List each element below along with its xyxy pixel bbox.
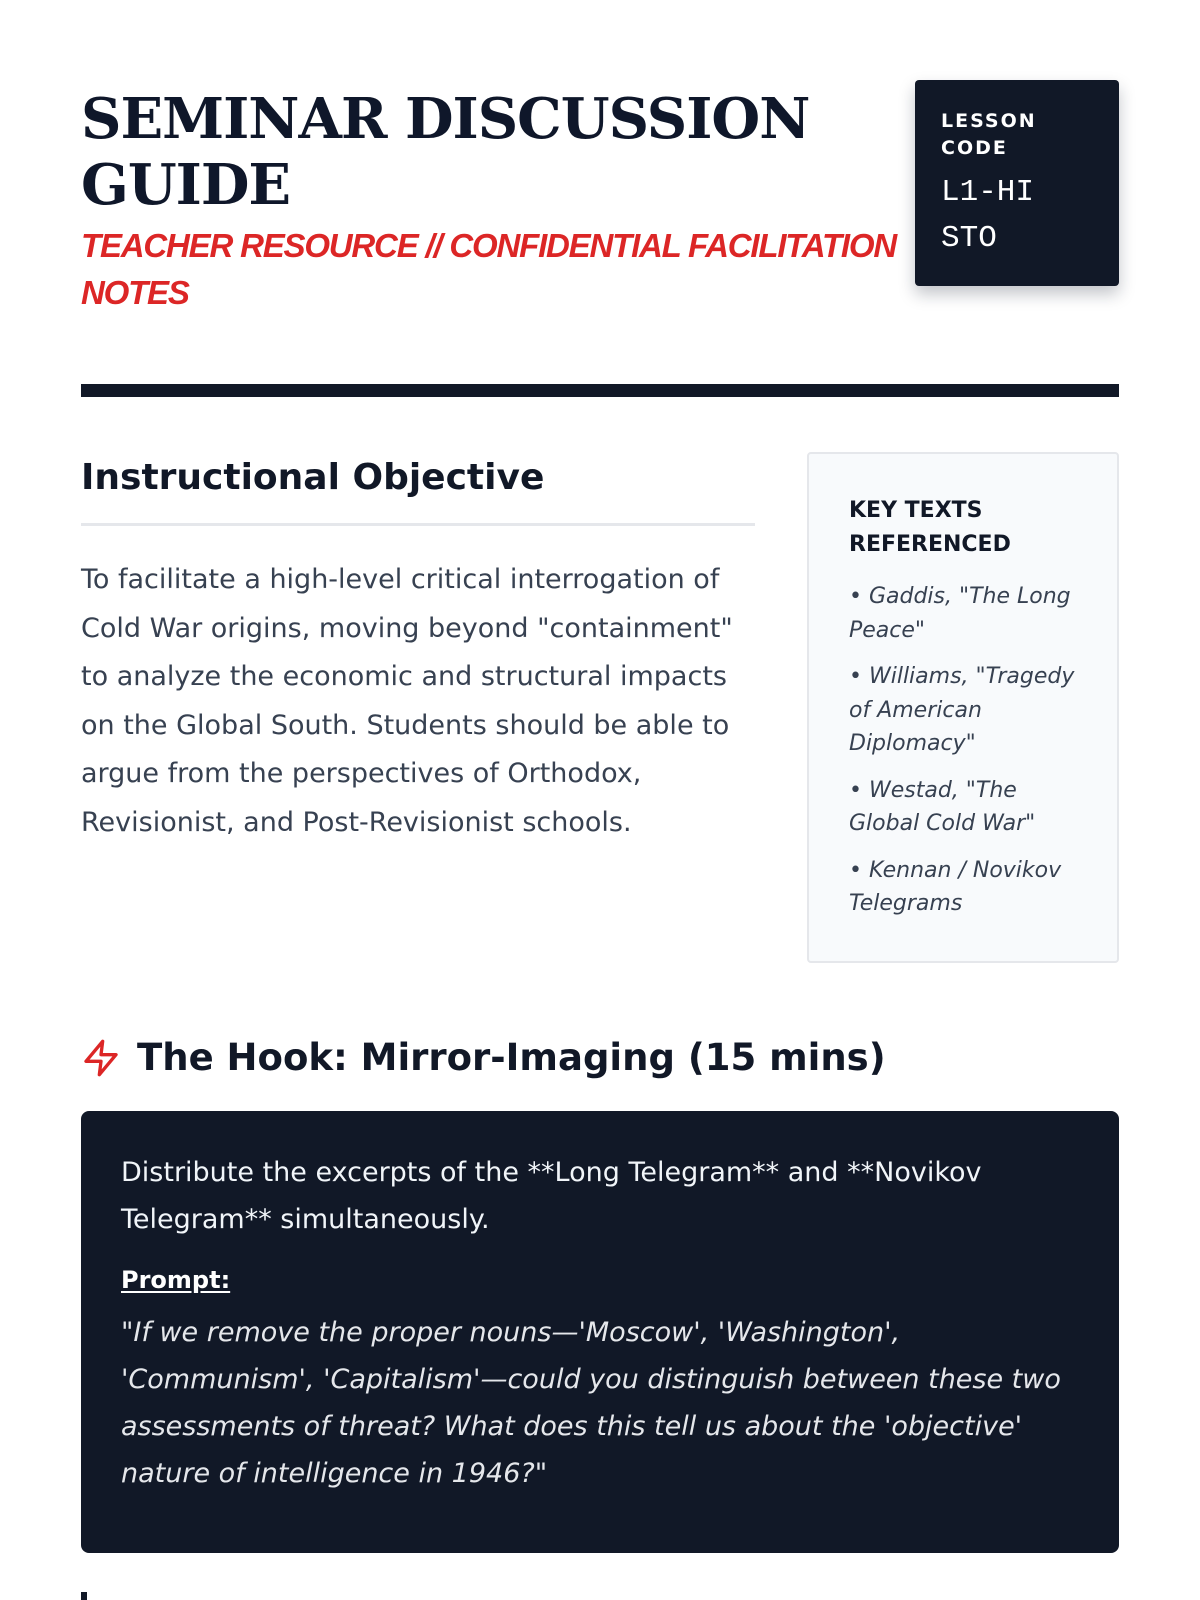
page-subtitle: TEACHER RESOURCE // CONFIDENTIAL FACILITATION NOTES [81,227,897,311]
objective-section [81,452,1119,963]
objective-heading: Instructional Objective [81,457,545,498]
key-texts-list [849,580,1081,921]
hook-heading-row [81,1033,1119,1083]
lesson-code-badge [915,80,1119,286]
document-header [81,80,1119,316]
prompt-text: "If we remove the proper nouns—'Moscow', 'Washington', 'Communism', 'Capitalism'—could you distinguish between these two assessments of threat? What does this tell us about the 'objective' nature of intelligence in 1946?" [121,1317,1061,1489]
title-block [81,80,901,316]
hook-heading: The Hook: Mirror-Imaging (15 mins) [137,1036,886,1079]
key-texts-title: KEY TEXTS REFERENCED [849,498,1011,557]
page-title: SEMINAR DISCUSSION GUIDE [81,86,810,218]
hook-instructions: Distribute the excerpts of the **Long Telegram** and **Novikov Telegram** simultaneously. [121,1157,982,1235]
prompt-label: Prompt: [121,1266,231,1294]
key-text-item: • Williams, "Tragedy of American Diplomacy" [849,664,1075,756]
header-divider [81,384,1119,397]
key-texts-sidebar [807,452,1119,963]
objective-divider [81,523,755,526]
lightning-bolt-icon [81,1038,121,1078]
key-text-item: • Kennan / Novikov Telegrams [849,857,1062,916]
objective-text: To facilitate a high-level critical interrogation of Cold War origins, moving beyond "containment" to analyze the economic and structural impacts on the Global South. Students should be able to argue from the perspectives of Orthodox, Revisionist, and Post-Revisionist schools. [81,564,733,838]
hook-panel [81,1111,1119,1553]
key-text-item: • Gaddis, "The Long Peace" [849,584,1071,643]
key-text-item: • Westad, "The Global Cold War" [849,777,1036,836]
objective-column [81,452,755,963]
lesson-code-value: L1-HISTO [941,175,1035,256]
next-section-marker [81,1592,87,1600]
hook-section [81,1033,1119,1553]
lesson-code-label: LESSON CODE [941,110,1037,159]
